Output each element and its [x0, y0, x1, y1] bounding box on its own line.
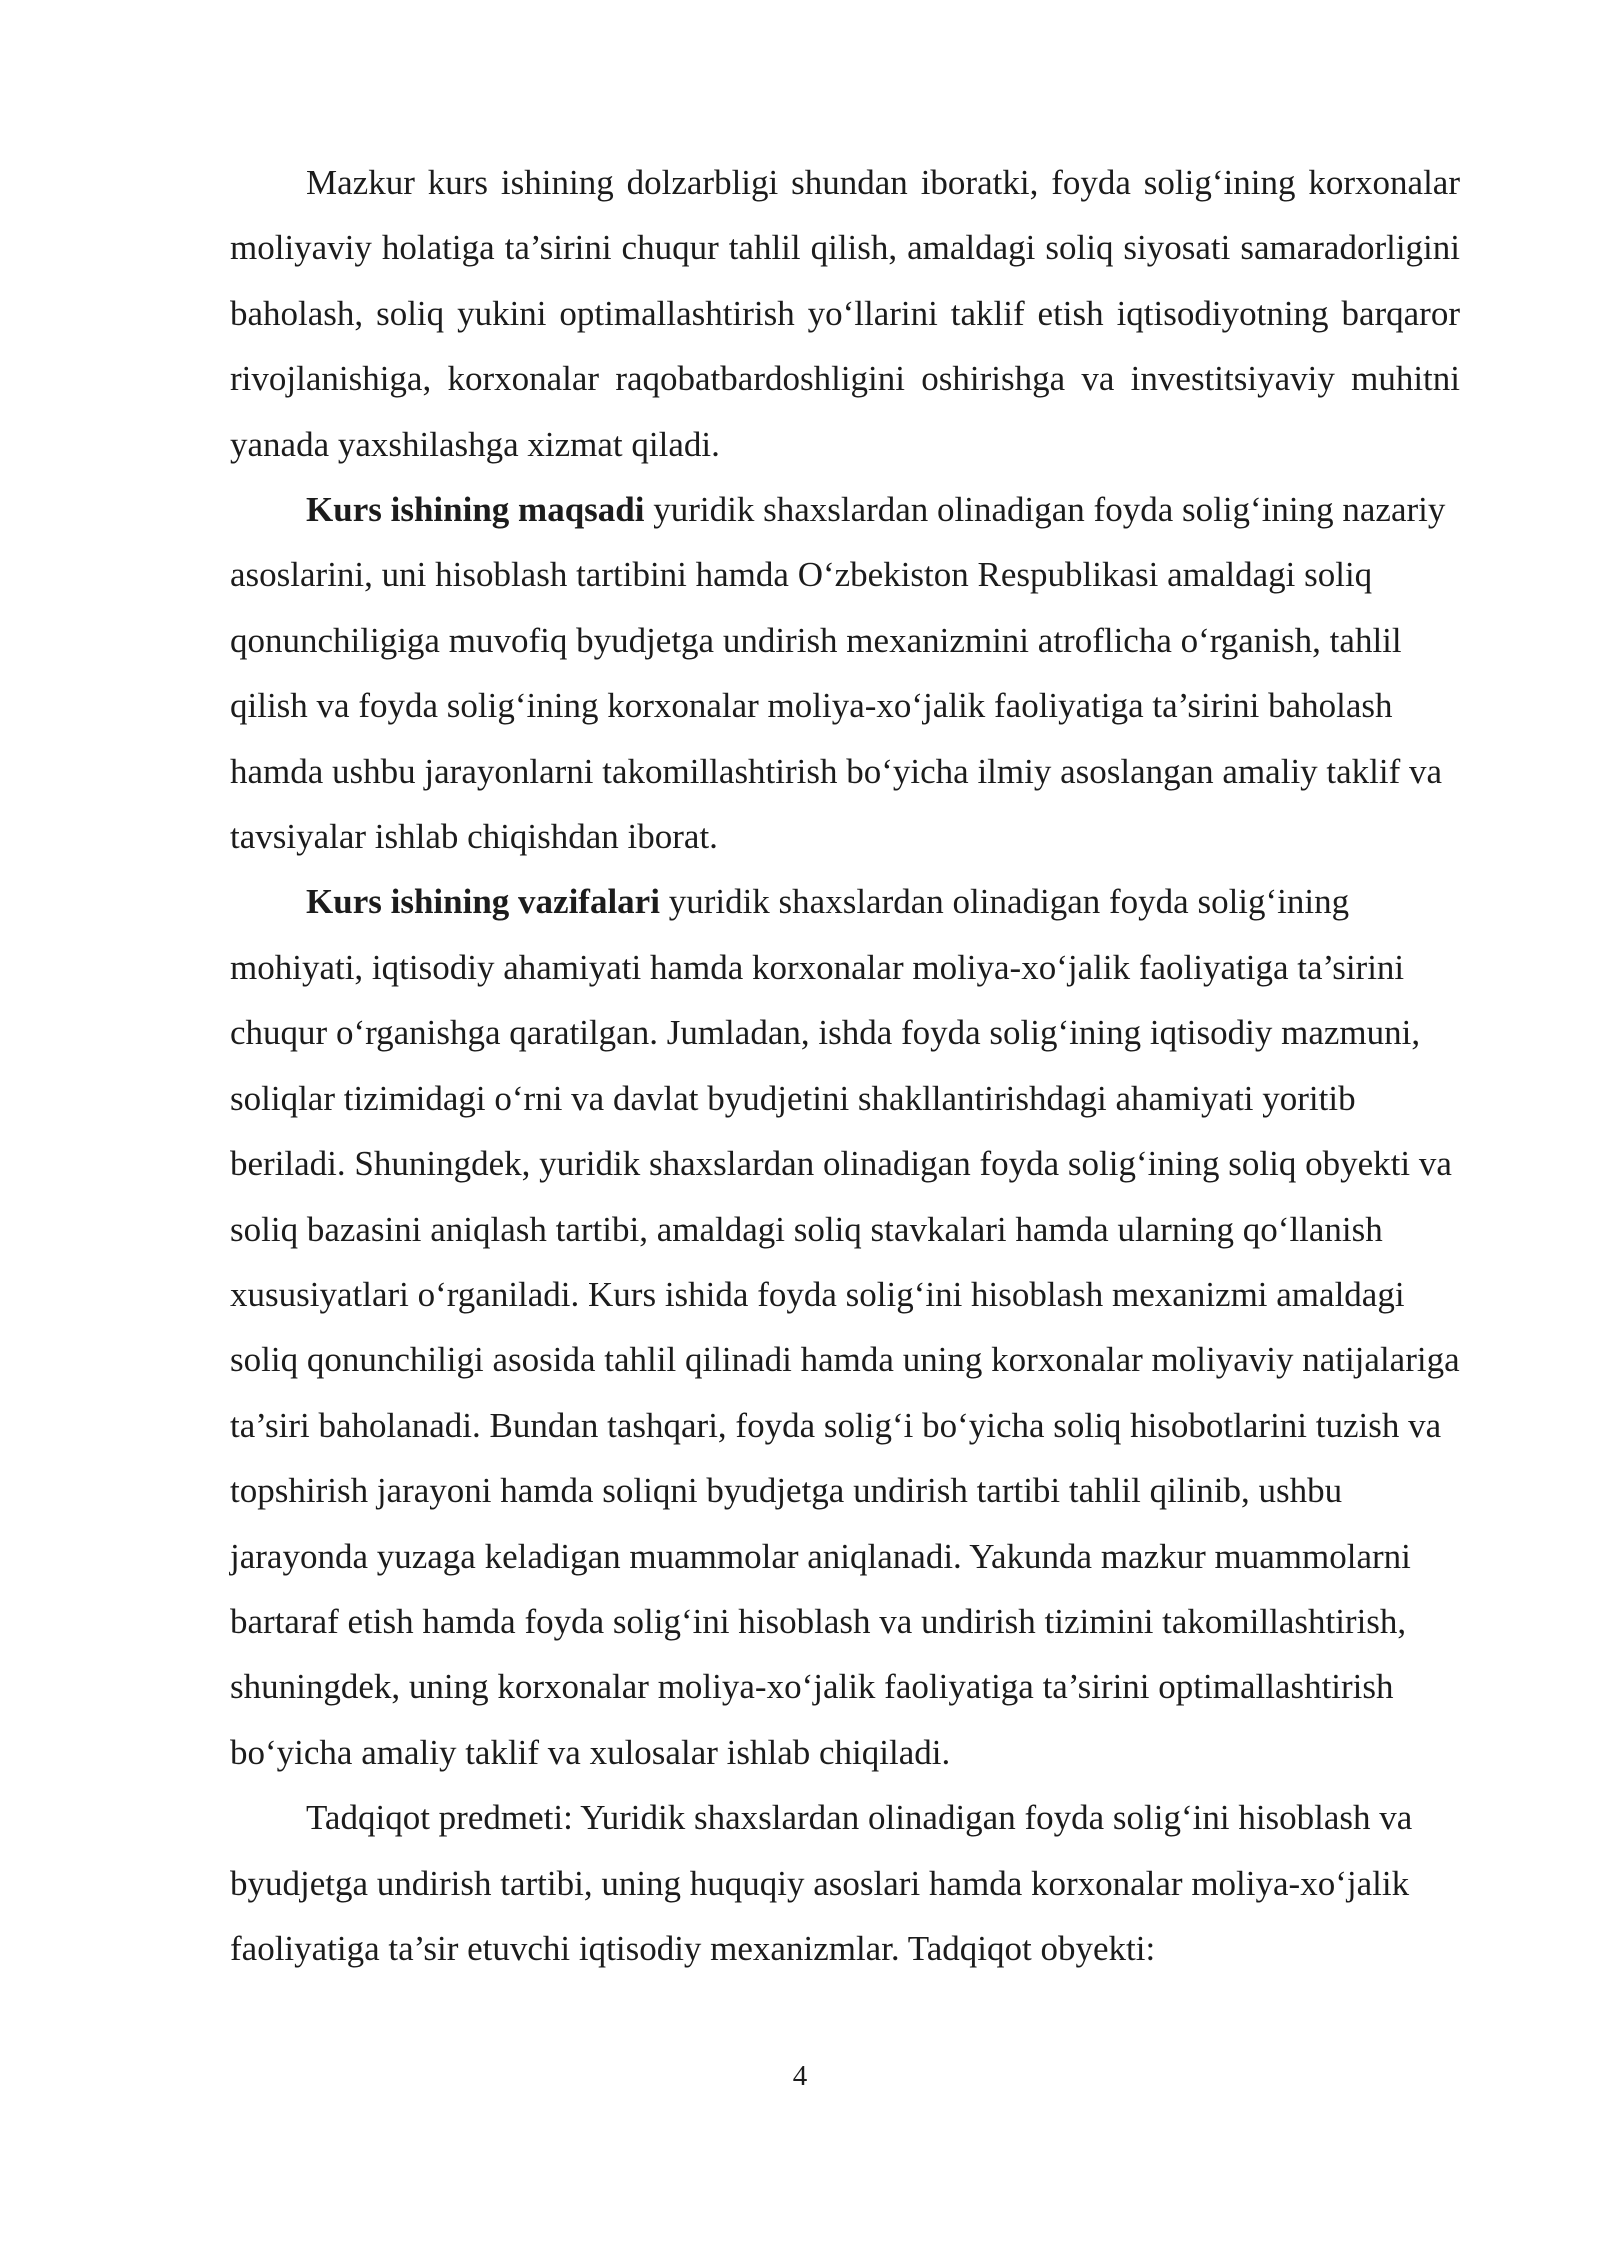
- paragraph-subject: [230, 1785, 1460, 1981]
- paragraph-relevance: [230, 150, 1460, 477]
- paragraph-text: yuridik shaxslardan olinadigan foyda solig‘ining nazariy asoslarini, uni hisoblash tartibini hamda O‘zbekiston Respublikasi amaldagi soliq qonunchiligiga muvofiq byudjetga undirish mexanizmini atroflicha o‘rganish, tahlil qilish va foyda solig‘ining korxonalar moliya-xo‘jalik faoliyatiga ta’sirini baholash hamda ushbu jarayonlarni takomillashtirish bo‘yicha ilmiy asoslangan amaliy taklif va tavsiyalar ishlab chiqishdan iborat.: [230, 490, 1446, 857]
- paragraph-tasks: [230, 869, 1460, 1785]
- body-text: [230, 150, 1460, 1981]
- paragraph-lead: Kurs ishining maqsadi: [306, 490, 645, 530]
- paragraph-lead: Kurs ishining vazifalari: [306, 882, 660, 922]
- page-number: 4: [792, 2060, 808, 2092]
- paragraph-text: yuridik shaxslardan olinadigan foyda solig‘ining mohiyati, iqtisodiy ahamiyati hamda korxonalar moliya-xo‘jalik faoliyatiga ta’sirini chuqur o‘rganishga qaratilgan. Jumladan, ishda foyda solig‘ining iqtisodiy mazmuni, soliqlar tizimidagi o‘rni va davlat byudjetini shakllantirishdagi ahamiyati yoritib beriladi. Shuningdek, yuridik shaxslardan olinadigan foyda solig‘ining soliq obyekti va soliq bazasini aniqlash tartibi, amaldagi soliq stavkalari hamda ularning qo‘llanish xususiyatlari o‘rganiladi. Kurs ishida foyda solig‘ini hisoblash mexanizmi amaldagi soliq qonunchiligi asosida tahlil qilinadi hamda uning korxonalar moliyaviy natijalariga ta’siri baholanadi. Bundan tashqari, foyda solig‘i bo‘yicha soliq hisobotlarini tuzish va topshirish jarayoni hamda soliqni byudjetga undirish tartibi tahlil qilinib, ushbu jarayonda yuzaga keladigan muammolar aniqlanadi. Yakunda mazkur muammolarni bartaraf etish hamda foyda solig‘ini hisoblash va undirish tizimini takomillashtirish, shuningdek, uning korxonalar moliya-xo‘jalik faoliyatiga ta’sirini optimallashtirish bo‘yicha amaliy taklif va xulosalar ishlab chiqiladi.: [230, 882, 1460, 1772]
- paragraph-purpose: [230, 477, 1460, 869]
- paragraph-text: Tadqiqot predmeti: Yuridik shaxslardan olinadigan foyda solig‘ini hisoblash va byudjetga undirish tartibi, uning huquqiy asoslari hamda korxonalar moliya-xo‘jalik faoliyatiga ta’sir etuvchi iqtisodiy mexanizmlar. Tadqiqot obyekti:: [230, 1798, 1413, 1968]
- paragraph-text: Mazkur kurs ishining dolzarbligi shundan iboratki, foyda solig‘ining korxonalar moliyaviy holatiga ta’sirini chuqur tahlil qilish, amaldagi soliq siyosati samaradorligini baholash, soliq yukini optimallashtirish yo‘llarini taklif etish iqtisodiyotning barqaror rivojlanishiga, korxonalar raqobatbardoshligini oshirishga va investitsiyaviy muhitni yanada yaxshilashga xizmat qiladi.: [230, 163, 1460, 464]
